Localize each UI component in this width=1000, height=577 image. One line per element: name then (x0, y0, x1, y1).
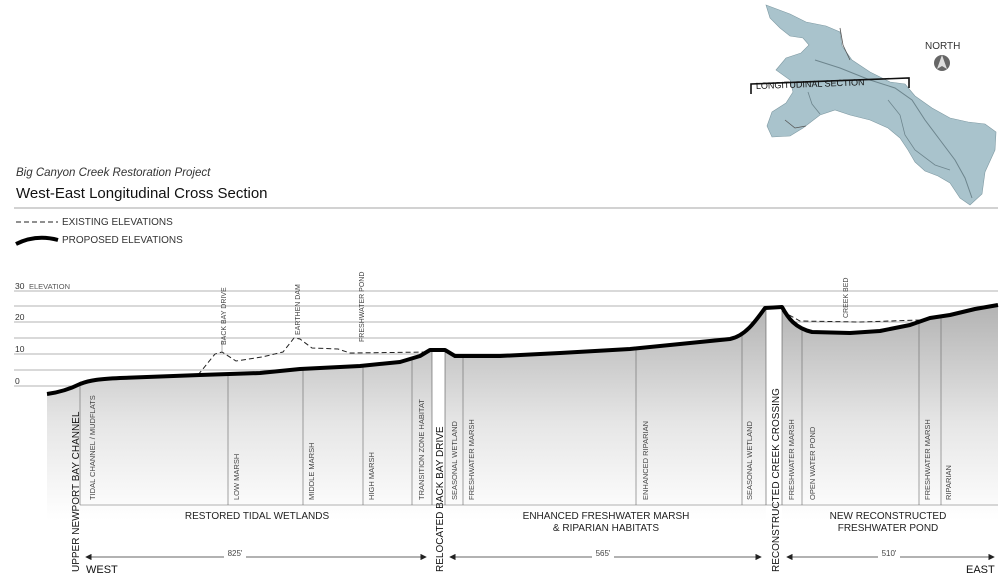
ground-fill (47, 305, 998, 520)
north-label: NORTH (925, 41, 961, 52)
habitat-label: TIDAL CHANNEL / MUDFLATS (88, 395, 97, 500)
north-arrow-icon (934, 55, 950, 71)
habitat-label: MIDDLE MARSH (307, 442, 316, 500)
zone-label-restored-tidal-wetlands: RESTORED TIDAL WETLANDS (184, 511, 330, 522)
crossing-label-reconstructed-creek-crossing: RECONSTRUCTED CREEK CROSSING (771, 388, 782, 572)
project-subtitle: Big Canyon Creek Restoration Project (16, 167, 211, 179)
elevation-label-10: 10 (15, 344, 25, 354)
elevation-label-0: 0 (15, 376, 20, 386)
zone-label-freshwater-pond: FRESHWATER POND (837, 523, 939, 534)
elevation-unit-label: ELEVATION (29, 282, 70, 291)
bay-water (766, 5, 996, 205)
direction-east: EAST (966, 564, 995, 576)
habitat-label: LOW MARSH (232, 453, 241, 500)
location-map (751, 5, 996, 205)
habitat-label: OPEN WATER POND (808, 426, 817, 500)
annotation-earthen-dam: EARTHEN DAM (295, 284, 302, 335)
habitat-label: HIGH MARSH (367, 452, 376, 500)
direction-west: WEST (86, 564, 118, 576)
zone-label-riparian-habitats: & RIPARIAN HABITATS (552, 523, 660, 534)
legend-proposed-label: PROPOSED ELEVATIONS (62, 235, 183, 246)
habitat-label: FRESHWATER MARSH (923, 419, 932, 500)
annotation-back-bay-drive: BACK BAY DRIVE (221, 287, 228, 345)
legend-existing-label: EXISTING ELEVATIONS (62, 217, 173, 228)
elevation-label-20: 20 (15, 312, 25, 322)
annotation-freshwater-pond: FRESHWATER POND (359, 271, 366, 342)
legend-proposed-line (16, 238, 58, 244)
page-title: West-East Longitudinal Cross Section (16, 185, 268, 202)
elevation-label-30: 30 (15, 281, 25, 291)
zone-label-new-reconstructed: NEW RECONSTRUCTED (829, 511, 947, 522)
crossing-label-relocated-back-bay-drive: RELOCATED BACK BAY DRIVE (435, 426, 446, 572)
distance-label-510: 510' (881, 549, 897, 558)
annotation-creek-bed: CREEK BED (843, 277, 850, 318)
zone-label-enhanced-freshwater-marsh: ENHANCED FRESHWATER MARSH (522, 511, 690, 522)
habitat-label: FRESHWATER MARSH (467, 419, 476, 500)
habitat-label: ENHANCED RIPARIAN (641, 420, 650, 500)
habitat-label: SEASONAL WETLAND (450, 421, 459, 500)
section-label: LONGITUDINAL SECTION (755, 77, 865, 91)
habitat-label: FRESHWATER MARSH (787, 419, 796, 500)
distance-label-825: 825' (227, 549, 243, 558)
habitat-label: SEASONAL WETLAND (745, 421, 754, 500)
crossing-label-upper-newport-bay-channel: UPPER NEWPORT BAY CHANNEL (71, 411, 82, 572)
habitat-label: RIPARIAN (944, 465, 953, 500)
habitat-label: TRANSITION ZONE HABITAT (417, 399, 426, 500)
distance-label-565: 565' (595, 549, 611, 558)
